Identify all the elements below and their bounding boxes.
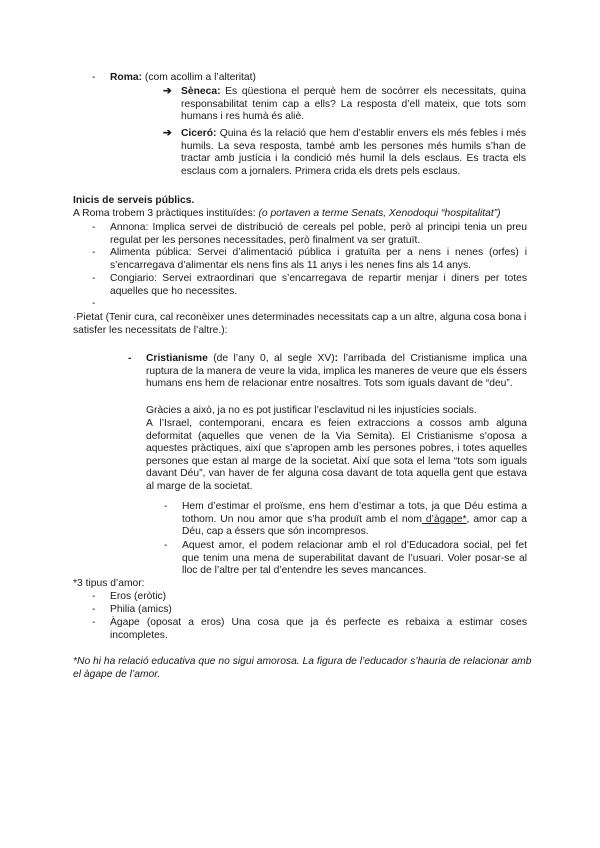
ciceron-text: Quina és la relació que hem d’establir envers els més febles i més humils. La seva resposta, també amb les persones més humils s’han de tractar amb justícia i la condició més humil la dels esclaus. Es tracta els esclaus com a jornalers. Primera crida els drets pels esclaus.	[181, 128, 526, 177]
inicis-heading: Inicis de serveis públics.	[73, 195, 195, 206]
ciceron-paragraph	[181, 128, 526, 178]
roma-subtitle: (com acollim a l’alteritat)	[142, 72, 256, 83]
list-item: Philia (amics)	[110, 604, 172, 615]
seneca-paragraph	[181, 86, 526, 124]
seneca-text: Es qüestiona el perquè hem de socórrer els necessitats, quina responsabilitat tenim cap a ells? La resposta d’ell mateix, que tots som humans i res humà és aliè.	[181, 86, 526, 123]
pietat-paragraph: ·Pietat (Tenir cura, cal reconèixer unes determinades necessitats cap a un altre, alguna cosa bona i satisfer les necessitats de l’altre.):	[73, 312, 527, 336]
list-item: Alimenta pública: Servei d’alimentació pública i gratuïta per a nens i nenes (orfes) i s’encarregava d’alimentar els nens fins als 11 anys i les nenes fins als 14 anys.	[110, 247, 527, 271]
bullet-dash: -	[164, 501, 168, 512]
bullet-dash: -	[92, 273, 96, 284]
bullet-dash: -	[92, 247, 96, 258]
bullet-dash: -	[92, 72, 96, 83]
list-item: Annona: Implica servei de distribució de cereals pel poble, però al principi tenia un preu regulat per les persones necessitades, però finalment va ser gratuït.	[110, 222, 527, 246]
list-item: Congiario: Servei extraordinari que s’encarregava de repartir menjar i diners per totes aquelles que ho necessites.	[110, 273, 527, 297]
cristianisme-label: Cristianisme	[146, 353, 208, 364]
tipus-heading: *3 tipus d’amor:	[73, 578, 145, 589]
cristianisme-colon: :	[334, 353, 339, 364]
arrow-icon: ➔	[163, 128, 172, 139]
cristianisme-sub-item: Aquest amor, el podem relacionar amb el rol d’Educadora social, pel fet que tenim una mena de superabilitat davant de l’usuari. Voler posar-se al lloc de l’altre per tal d’entendre les seves mancances.	[182, 540, 527, 577]
bullet-dash: -	[92, 604, 96, 615]
cristianisme-paragraph	[146, 353, 527, 391]
cristianisme-text: l’arribada del Cristianisme implica una ruptura de la manera de veure la vida, implica les maneres de veure que els éssers humans ens hem de relacionar entre nosaltres. Tots som iguals davant de “deu”.	[146, 353, 527, 390]
cristianisme-p2: Gràcies a això, ja no es pot justificar l’esclavitud ni les injustícies socials.	[146, 405, 477, 416]
bullet-dash: -	[128, 353, 132, 364]
ciceron-label: Ciceró:	[181, 128, 217, 139]
roma-label: Roma:	[110, 72, 143, 83]
cristianisme-period: (de l’any 0, al segle XV)	[207, 353, 335, 364]
agape-term: d’àgape*	[421, 513, 467, 525]
closing-note: *No hi ha relació educativa que no sigui amorosa. La figura de l’educador s’hauria de relacionar amb el àgape de l’amor.	[73, 656, 532, 680]
cristianisme-sub-item	[182, 501, 527, 539]
sub-item-text: Hem d’estimar el proïsme, ens hem d’estimar a tots, ja que Déu estima a tothom. Un nou amor que s’ha produït amb el nom	[182, 501, 527, 525]
bullet-dash: -	[92, 222, 96, 233]
bullet-dash: -	[92, 591, 96, 602]
list-item: Eros (eròtic)	[110, 591, 167, 602]
bullet-dash: -	[164, 540, 168, 551]
bullet-dash: -	[92, 617, 96, 628]
inicis-intro-italic: (o portaven a terme Senats, Xenodoqui “hospitalitat”)	[258, 208, 501, 219]
cristianisme-p3: A l’Israel, contemporani, encara es feien extraccions a cossos amb alguna deformitat (aquelles que venen de la Via Semita). El Cristianisme s’oposa a aquestes pràctiques, així que s’apropen amb les persones pobres, i totes aquelles persones que estan al marge de la societat. Així que sota el lema “tots som iguals davant Déu”, van haver de fer alguna cosa davant de tota aquella gent que estava al marge de la societat.	[146, 418, 527, 492]
arrow-icon: ➔	[163, 86, 172, 97]
bullet-dash: -	[92, 298, 96, 309]
inicis-intro-plain: A Roma trobem 3 pràctiques instituïdes:	[73, 208, 259, 219]
roma-line	[110, 72, 530, 85]
sub-item-text: , amor cap a Déu, cap a éssers que són incompresos.	[182, 513, 528, 538]
list-item: Àgape (oposat a eros) Una cosa que ja és perfecte es rebaixa a estimar coses incompletes.	[110, 617, 527, 641]
seneca-label: Sèneca:	[181, 86, 221, 97]
inicis-intro	[73, 208, 543, 221]
